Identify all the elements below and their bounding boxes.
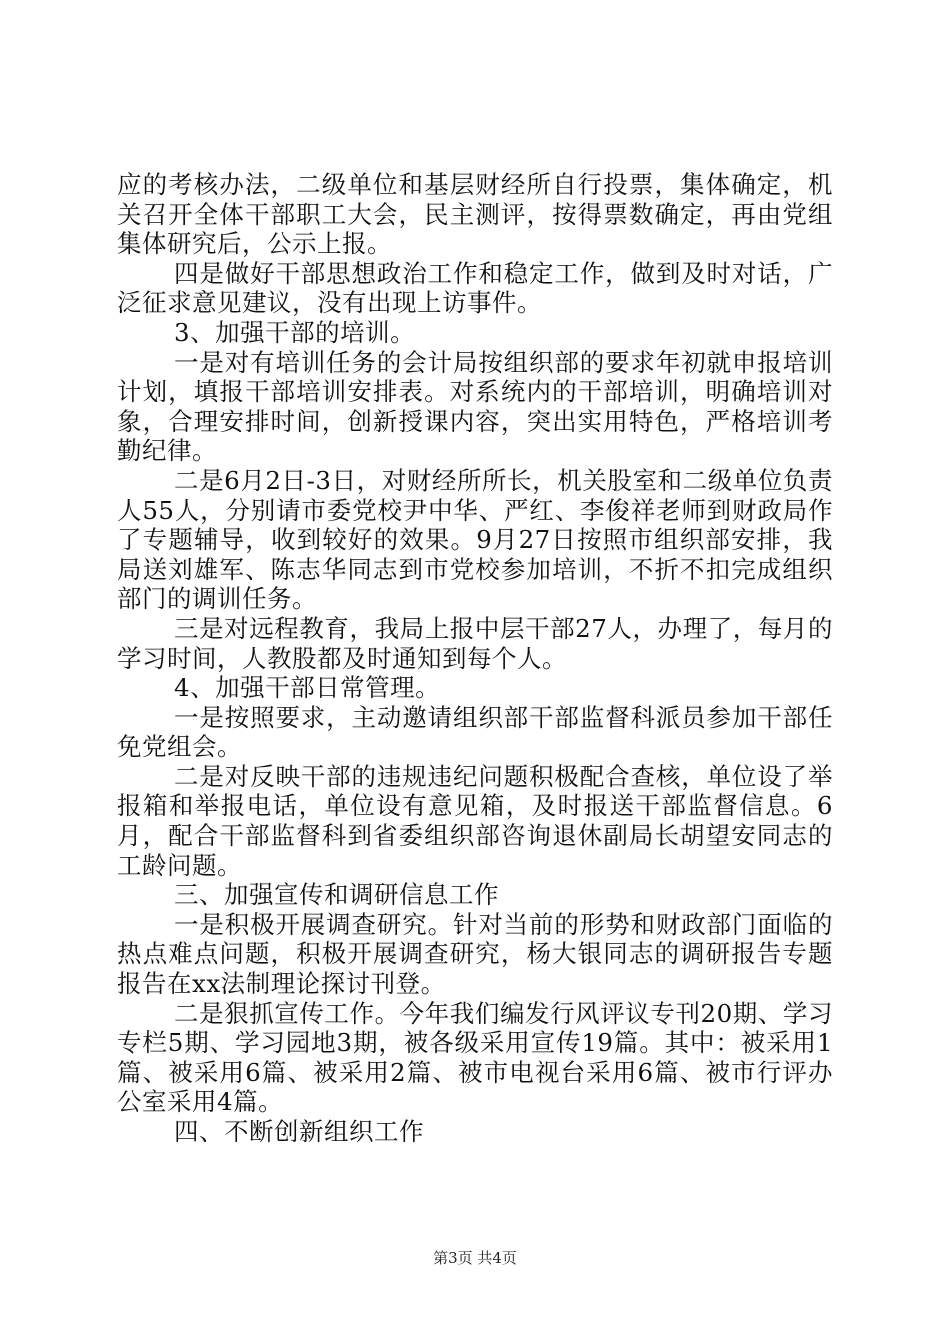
paragraph: 二是狠抓宣传工作。今年我们编发行风评议专刊20期、学习专栏5期、学习园地3期，被各级采用宣传19篇。其中：被采用1篇、被采用6篇、被采用2篇、被市电视台采用6篇、被市行评办公室采用4篇。 — [117, 998, 833, 1117]
paragraph: 二是6月2日-3日，对财经所所长，机关股室和二级单位负责人55人，分别请市委党校尹中华、严红、李俊祥老师到财政局作了专题辅导，收到较好的效果。9月27日按照市组织部安排，我局送刘雄军、陈志华同志到市党校参加培训，不折不扣完成组织部门的调训任务。 — [117, 465, 833, 614]
paragraph: 一是积极开展调查研究。针对当前的形势和财政部门面临的热点难点问题，积极开展调查研究，杨大银同志的调研报告专题报告在xx法制理论探讨刊登。 — [117, 909, 833, 999]
paragraph: 应的考核办法，二级单位和基层财经所自行投票，集体确定，机关召开全体干部职工大会，民主测评，按得票数确定，再由党组集体研究后，公示上报。 — [117, 170, 833, 259]
paragraph: 三是对远程教育，我局上报中层干部27人，办理了，每月的学习时间，人教股都及时通知到每个人。 — [117, 613, 833, 673]
paragraph: 一是按照要求，主动邀请组织部干部监督科派员参加干部任免党组会。 — [117, 702, 833, 762]
document-body — [117, 170, 833, 1147]
paragraph: 二是对反映干部的违规违纪问题积极配合查核，单位设了举报箱和举报电话，单位设有意见箱，及时报送干部监督信息。6月，配合干部监督科到省委组织部咨询退休副局长胡望安同志的工龄问题。 — [117, 761, 833, 880]
section-heading: 4、加强干部日常管理。 — [174, 673, 441, 703]
section-heading: 四、不断创新组织工作 — [174, 1117, 424, 1146]
section-heading: 3、加强干部的培训。 — [174, 317, 416, 347]
page-footer: 第3页 共4页 — [433, 1249, 517, 1267]
paragraph: 一是对有培训任务的会计局按组织部的要求年初就申报培训计划，填报干部培训安排表。对系统内的干部培训，明确培训对象，合理安排时间，创新授课内容，突出实用特色，严格培训考勤纪律。 — [117, 347, 833, 466]
paragraph: 四是做好干部思想政治工作和稳定工作，做到及时对话，广泛征求意见建议，没有出现上访事件。 — [117, 258, 833, 318]
section-heading: 三、加强宣传和调研信息工作 — [174, 880, 499, 910]
